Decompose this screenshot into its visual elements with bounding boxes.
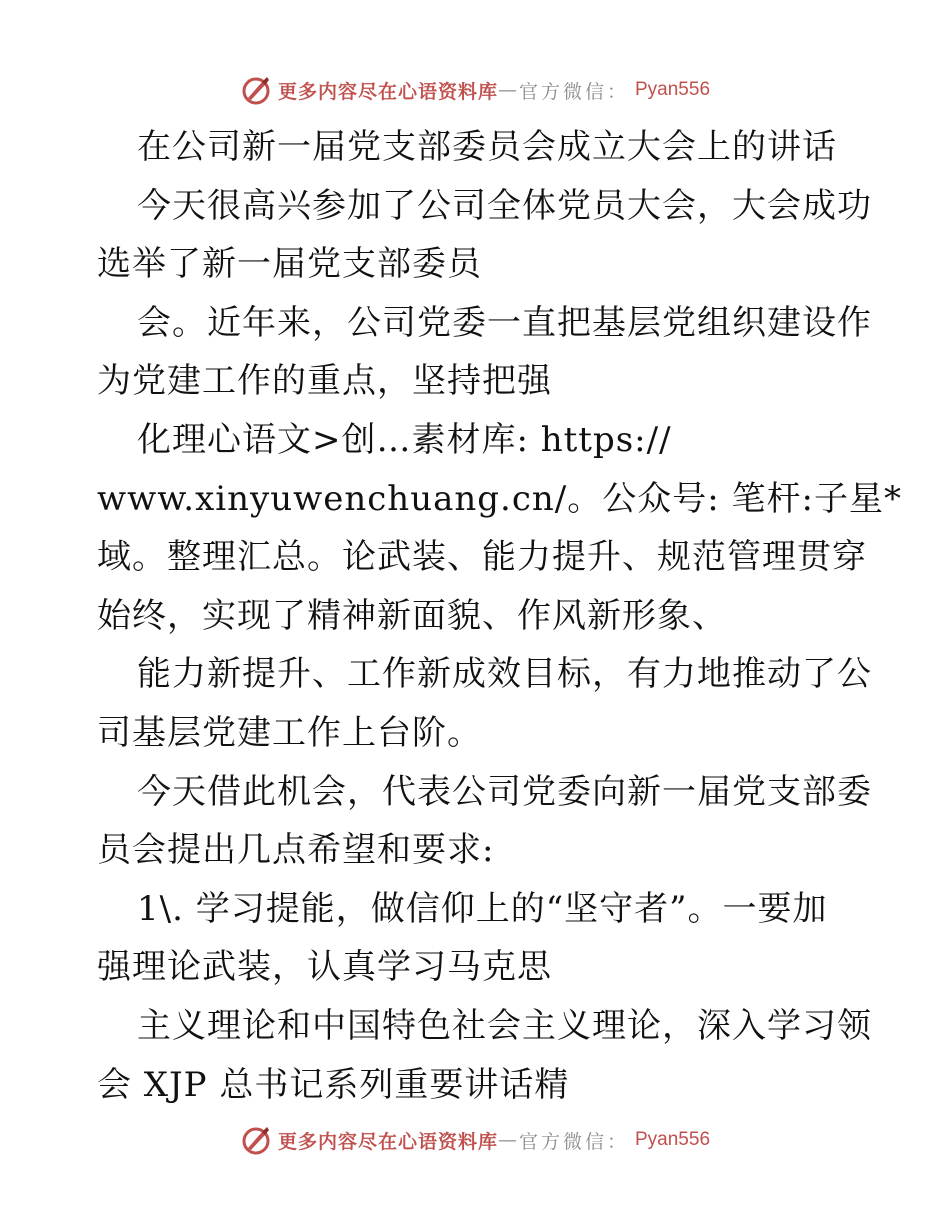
paragraph-line: 选举了新一届党支部委员 — [97, 244, 482, 285]
quill-pen-icon — [240, 1124, 272, 1156]
paragraph-line: www.xinyuwenchuang.cn/。公众号: 笔杆:子星* — [97, 478, 902, 519]
document-body — [97, 118, 902, 1114]
paragraph-line: 今天很高兴参加了公司全体党员大会，大会成功 — [137, 185, 872, 226]
header-watermark — [0, 70, 950, 110]
paragraph-line: 司基层党建工作上台阶。 — [97, 712, 482, 753]
watermark-brand-text: 更多内容尽在心语资料库 — [277, 80, 498, 103]
paragraph-line: 今天借此机会，代表公司党委向新一届党支部委 — [137, 771, 872, 812]
paragraph-line: 能力新提升、工作新成效目标，有力地推动了公 — [137, 654, 872, 695]
paragraph-line: 强理论武装，认真学习马克思 — [97, 947, 552, 988]
watermark-wechat-id: Pyan556 — [635, 79, 711, 100]
quill-pen-icon — [240, 74, 272, 106]
paragraph-line: 会 XJP 总书记系列重要讲话精 — [97, 1064, 570, 1105]
paragraph-line: 员会提出几点希望和要求: — [97, 830, 495, 871]
paragraph-line: 会。近年来，公司党委一直把基层党组织建设作 — [137, 302, 872, 343]
watermark-dash: — — [497, 79, 517, 101]
watermark-brand-text: 更多内容尽在心语资料库 — [277, 1130, 498, 1153]
paragraph-line: 1\. 学习提能，做信仰上的“坚守者”。一要加 — [137, 888, 828, 929]
paragraph-line: 为党建工作的重点，坚持把强 — [97, 361, 552, 402]
paragraph-line: 化理心语文>创…素材库: https:// — [137, 419, 672, 460]
document-title: 在公司新一届党支部委员会成立大会上的讲话 — [137, 127, 837, 167]
watermark-label: 官方微信： — [518, 1130, 629, 1153]
paragraph-line: 主义理论和中国特色社会主义理论，深入学习领 — [137, 1005, 872, 1046]
paragraph-line: 始终，实现了精神新面貌、作风新形象、 — [97, 595, 727, 636]
paragraph-line: 域。整理汇总。论武装、能力提升、规范管理贯穿 — [97, 537, 867, 578]
watermark-wechat-id: Pyan556 — [635, 1129, 711, 1150]
watermark-label: 官方微信： — [518, 80, 629, 103]
footer-watermark — [0, 1120, 950, 1160]
watermark-dash: — — [497, 1129, 517, 1151]
